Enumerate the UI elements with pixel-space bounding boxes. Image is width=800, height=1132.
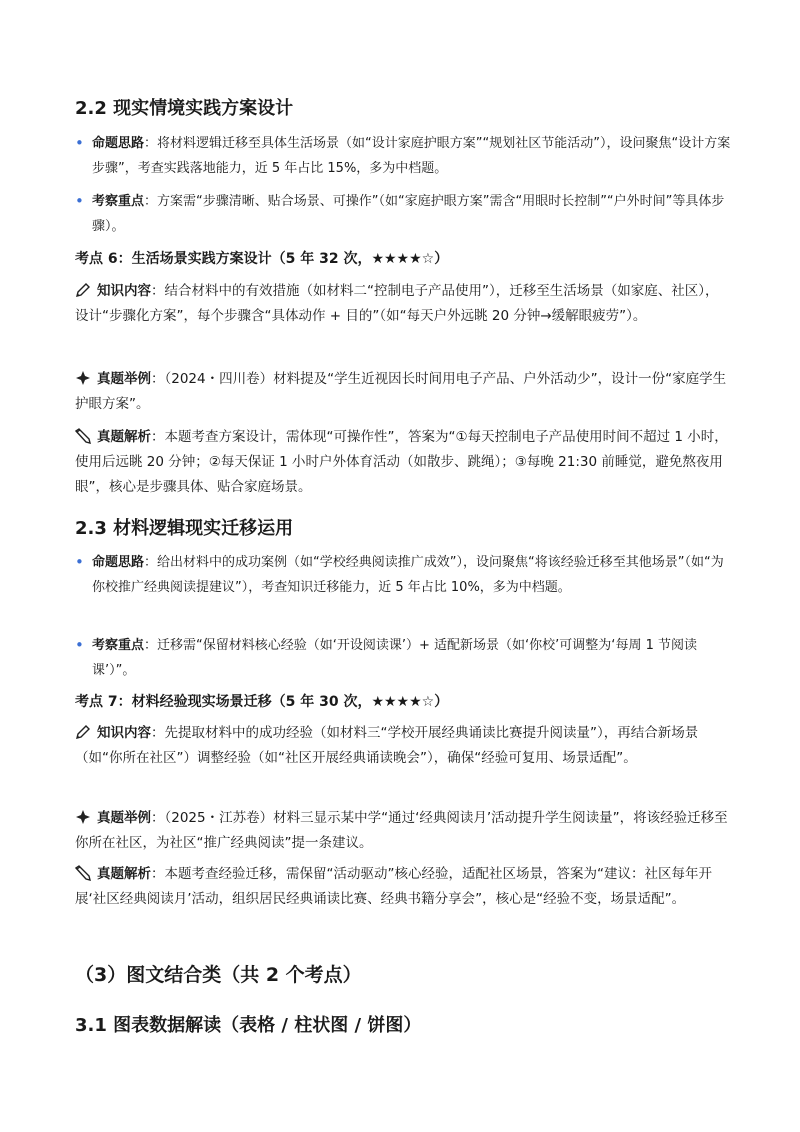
list-item [75,550,735,625]
pencil-icon [75,282,91,298]
bullet-text: ：迁移需“保留材料核心经验（如‘开设阅读课’）+ 适配新场景（如‘你校’可调整为‘每周 1 节阅读课’）”。 [92,638,697,678]
diamond-icon [75,809,91,825]
knowledge-text: ：结合材料中的有效措施（如材料二“控制电子产品使用”），迁移至生活场景（如家庭、社区），设计“步骤化方案”，每个步骤含“具体动作 + 目的”（如“每天户外远眺 20 分钟→缓解眼疲劳”）。 [75,283,719,324]
kaodian-title-6: 考点 6：生活场景实践方案设计（5 年 32 次，★★★★☆） [75,251,449,267]
diamond-icon [75,370,91,386]
section-heading-2-3: 2.3 材料逻辑现实迁移运用 [75,518,294,539]
example-label: 真题举例 [97,371,151,387]
analysis-text: ：本题考查方案设计，需体现“可操作性”，答案为“①每天控制电子产品使用时间不超过 1 小时，使用后远眺 20 分钟；②每天保证 1 小时户外体育活动（如散步、跳绳）；③每晚 21:30 前睡觉，避免熬夜用眼”，核心是步骤具体、贴合家庭场景。 [75,429,728,495]
analysis-text: ：本题考查经验迁移，需保留“活动驱动”核心经验，适配社区场景，答案为“建议：社区每年开展‘社区经典阅读月’活动，组织居民经典诵读比赛、经典书籍分享会”，核心是“经验不变，场景适配”。 [75,866,712,907]
list-item [75,131,735,181]
list-item [75,633,735,683]
knowledge-content [75,721,730,771]
example-label: 真题举例 [97,810,151,826]
knowledge-label: 知识内容 [97,283,151,299]
example-text: ：（2025・江苏卷）材料三显示某中学“通过‘经典阅读月’活动提升学生阅读量”，将该经验迁移至你所在社区，为社区“推广经典阅读”提一条建议。 [75,810,728,851]
bullet-text: ：给出材料中的成功案例（如“学校经典阅读推广成效”），设问聚焦“将该经验迁移至其他场景”（如“为你校推广经典阅读提建议”），考查知识迁移能力，近 5 年占比 10%，多为中档题。 [92,555,724,595]
kaodian-title-7: 考点 7：材料经验现实场景迁移（5 年 30 次，★★★★☆） [75,694,449,710]
bullet-label: 考察重点 [92,638,145,653]
pencil-slant-icon [75,865,91,881]
knowledge-label: 知识内容 [97,725,151,741]
bullet-label: 命题思路 [92,555,145,570]
example-text: ：（2024・四川卷）材料提及“学生近视因长时间用电子产品、户外活动少”，设计一份“家庭学生护眼方案”。 [75,371,727,412]
section-heading-2-2: 2.2 现实情境实践方案设计 [75,98,294,119]
list-item [75,189,735,239]
bullet-dot: • [75,134,84,152]
pencil-slant-icon [75,428,91,444]
analysis-label: 真题解析 [97,866,151,882]
analysis-paragraph [75,425,730,500]
bullet-text: ：方案需“步骤清晰、贴合场景、可操作”（如“家庭护眼方案”需含“用眼时长控制”“户外时间”等具体步骤）。 [92,194,725,234]
analysis-paragraph [75,862,730,912]
bullet-label: 考察重点 [92,194,145,209]
knowledge-text: ：先提取材料中的成功经验（如材料三“学校开展经典诵读比赛提升阅读量”），再结合新场景（如“你所在社区”）调整经验（如“社区开展经典诵读晚会”），确保“经验可复用、场景适配”。 [75,725,699,766]
example-paragraph [75,806,730,856]
section-heading-3-1: 3.1 图表数据解读（表格 / 柱状图 / 饼图） [75,1015,422,1036]
bullet-dot: • [75,192,84,210]
bullet-label: 命题思路 [92,136,145,151]
pencil-icon [75,724,91,740]
analysis-label: 真题解析 [97,429,151,445]
bullet-dot: • [75,553,84,571]
bullet-text: ：将材料逻辑迁移至具体生活场景（如“设计家庭护眼方案”“规划社区节能活动”），设问聚焦“设计方案步骤”，考查实践落地能力，近 5 年占比 15%，多为中档题。 [92,136,731,176]
example-paragraph [75,367,730,417]
chapter-heading-3: （3）图文结合类（共 2 个考点） [75,964,362,986]
bullet-dot: • [75,636,84,654]
knowledge-content [75,279,730,329]
